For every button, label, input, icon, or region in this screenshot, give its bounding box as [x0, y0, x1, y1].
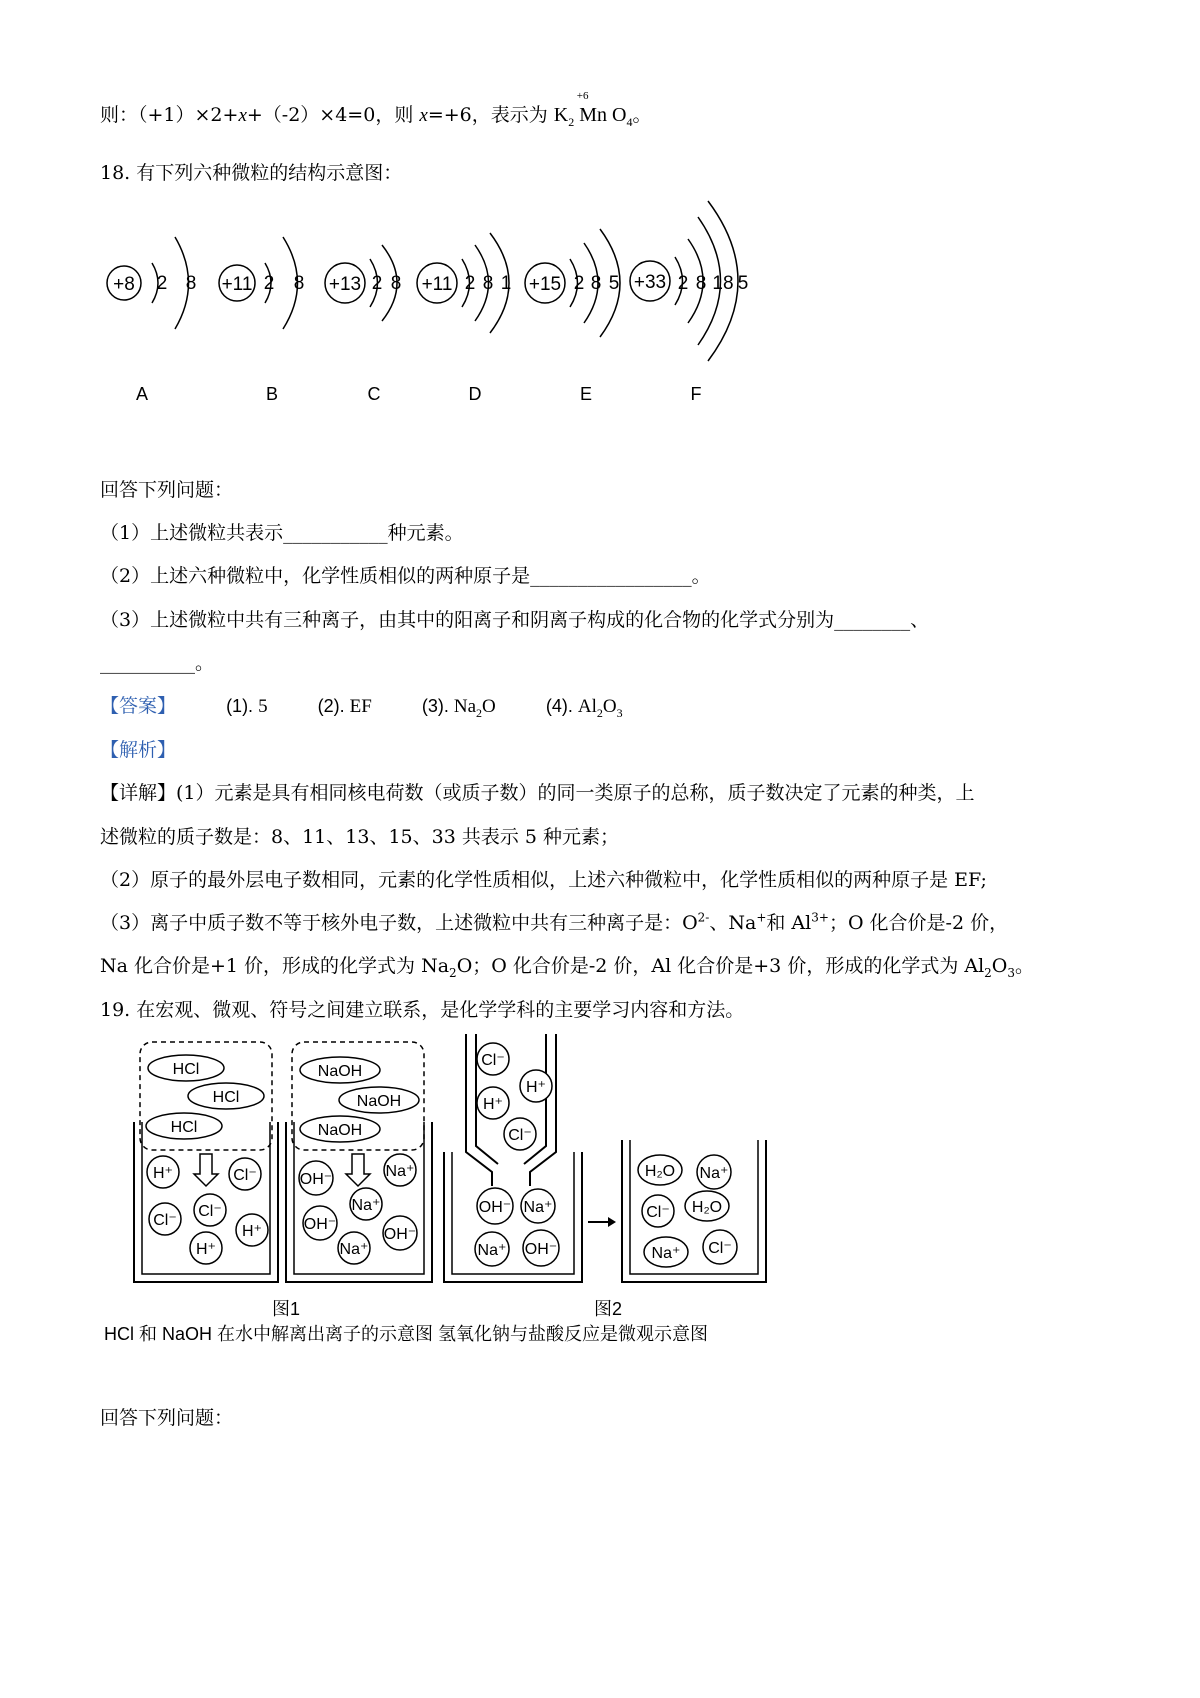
analysis-tag: 【解析】 [100, 739, 177, 761]
down-arrow-2 [346, 1154, 370, 1186]
svg-text:H⁺: H⁺ [242, 1223, 262, 1240]
detail-line-3: （2）原子的最外层电子数相同，元素的化学性质相似，上述六种微粒中，化学性质相似的两种原子是 EF; [100, 869, 987, 891]
question-18-prompt: 回答下列问题： [100, 479, 234, 501]
nucleus-label-a: +8 [113, 274, 135, 295]
svg-text:OH⁻: OH⁻ [478, 1199, 512, 1216]
electron-f-2: 8 [695, 273, 707, 294]
valence-calc-line: 则：（+1）×2+x+（-2）×4=0，则 x=+6，表示为 +6 $K_2$ Mn $O_4$。 [100, 90, 652, 129]
nucleus-label-f: +33 [633, 272, 667, 293]
svg-text:H₂O: H₂O [691, 1199, 723, 1216]
particle-label-a: A [135, 384, 149, 404]
svg-text:OH⁻: OH⁻ [383, 1226, 417, 1243]
figure-caption: HCl 和 NaOH 在水中解离出离子的示意图 氢氧化钠与盐酸反应是微观示意图 [104, 1324, 709, 1344]
electron-f-4: 5 [737, 273, 749, 294]
figure-2-label: 图2 [593, 1299, 623, 1319]
svg-text:HCl: HCl [170, 1119, 198, 1136]
svg-text:H⁺: H⁺ [196, 1241, 216, 1258]
particle-label-b: B [265, 384, 279, 404]
svg-text:Na⁺: Na⁺ [699, 1165, 729, 1182]
svg-text:HCl: HCl [172, 1061, 200, 1078]
nucleus-label-c: +13 [328, 274, 362, 295]
detail-line-4: （3）离子中质子数不等于核外电子数，上述微粒中共有三种离子是：$O^{2-}$、Na+和 $Al^{3+}$；O 化合价是-2 价， [100, 910, 1009, 934]
svg-text:Cl⁻: Cl⁻ [708, 1240, 732, 1257]
answer-line [100, 691, 623, 721]
svg-text:Cl⁻: Cl⁻ [481, 1052, 505, 1069]
question-18-sub-2: （2）上述六种微粒中，化学性质相似的两种原子是_________________。 [100, 565, 711, 587]
question-18-sub-3a: （3）上述微粒中共有三种离子，由其中的阳离子和阴离子构成的化合物的化学式分别为________、 [100, 609, 930, 631]
electron-e-2: 8 [590, 273, 602, 294]
k2mno4-formula: +6 $K_2$ Mn $O_4$ [553, 90, 633, 129]
question-18-stem: 18. 有下列六种微粒的结构示意图： [100, 162, 403, 184]
svg-text:H⁺: H⁺ [153, 1165, 173, 1182]
atomic-structure-diagrams [100, 195, 780, 410]
detail-line-1: 【详解】(1）元素是具有相同核电荷数（或质子数）的同一类原子的总称，质子数决定了元素的种类，上 [100, 782, 975, 804]
electron-d-3: 1 [500, 273, 512, 294]
svg-text:OH⁻: OH⁻ [524, 1241, 558, 1258]
electron-c-1: 2 [371, 273, 383, 294]
nucleus-label-d: +11 [421, 274, 453, 295]
beaker-3 [444, 1152, 582, 1282]
svg-text:OH⁻: OH⁻ [303, 1216, 337, 1233]
svg-text:H⁺: H⁺ [526, 1079, 546, 1096]
svg-text:Cl⁻: Cl⁻ [508, 1127, 532, 1144]
svg-text:H₂O: H₂O [644, 1163, 676, 1180]
svg-text:NaOH: NaOH [317, 1063, 363, 1080]
answer-4: (4). $Al_2O_3$ [545, 696, 623, 720]
svg-text:NaOH: NaOH [356, 1093, 402, 1110]
particle-label-d: D [468, 384, 482, 404]
electron-a-2: 8 [185, 273, 197, 294]
svg-text:Na⁺: Na⁺ [477, 1242, 507, 1259]
electron-c-2: 8 [390, 273, 402, 294]
electron-d-2: 8 [482, 273, 494, 294]
nucleus-label-e: +15 [528, 274, 562, 295]
answer-2: (2). EF [317, 696, 372, 717]
electron-a-1: 2 [156, 273, 168, 294]
particle-label-c: C [367, 384, 381, 404]
answer-1: (1). 5 [226, 696, 268, 717]
electron-e-3: 5 [608, 273, 620, 294]
svg-text:H⁺: H⁺ [483, 1096, 503, 1113]
electron-b-1: 2 [263, 273, 275, 294]
svg-text:HCl: HCl [212, 1089, 240, 1106]
svg-text:Na⁺: Na⁺ [351, 1197, 381, 1214]
electron-d-1: 2 [464, 273, 476, 294]
svg-text:OH⁻: OH⁻ [299, 1171, 333, 1188]
answer-3: (3). $Na_2O$ [421, 696, 496, 720]
svg-text:Cl⁻: Cl⁻ [198, 1203, 222, 1220]
svg-text:Na⁺: Na⁺ [339, 1241, 369, 1258]
question-18-sub-3b: __________。 [100, 652, 215, 674]
svg-text:Cl⁻: Cl⁻ [233, 1167, 257, 1184]
answer-tag: 【答案】 [100, 695, 177, 717]
detail-line-2: 述微粒的质子数是：8、11、13、15、33 共表示 5 种元素； [100, 826, 620, 848]
particle-label-e: E [579, 384, 593, 404]
electron-b-2: 8 [293, 273, 305, 294]
figure-1-label: 图1 [271, 1299, 301, 1319]
electron-e-1: 2 [573, 273, 585, 294]
nucleus-label-b: +11 [221, 274, 253, 295]
electron-f-1: 2 [677, 273, 689, 294]
svg-text:Na⁺: Na⁺ [651, 1245, 681, 1262]
question-18-sub-1: （1）上述微粒共表示___________种元素。 [100, 522, 464, 544]
question-19-prompt: 回答下列问题： [100, 1407, 234, 1429]
electron-f-3: 18 [712, 273, 734, 294]
particle-label-f: F [690, 384, 702, 404]
ion-dissociation-figure [100, 1030, 780, 1350]
detail-line-5: Na 化合价是+1 价，形成的化学式为 $Na_2O$；O 化合价是-2 价，Al 化合价是+3 价，形成的化学式为 $Al_2O_3$。 [100, 955, 1035, 980]
svg-text:Na⁺: Na⁺ [385, 1163, 415, 1180]
question-19-stem: 19. 在宏观、微观、符号之间建立联系，是化学学科的主要学习内容和方法。 [100, 999, 745, 1021]
svg-text:Na⁺: Na⁺ [523, 1199, 553, 1216]
svg-text:Cl⁻: Cl⁻ [646, 1204, 670, 1221]
svg-text:NaOH: NaOH [317, 1122, 363, 1139]
svg-text:Cl⁻: Cl⁻ [153, 1212, 177, 1229]
down-arrow-1 [194, 1154, 218, 1186]
